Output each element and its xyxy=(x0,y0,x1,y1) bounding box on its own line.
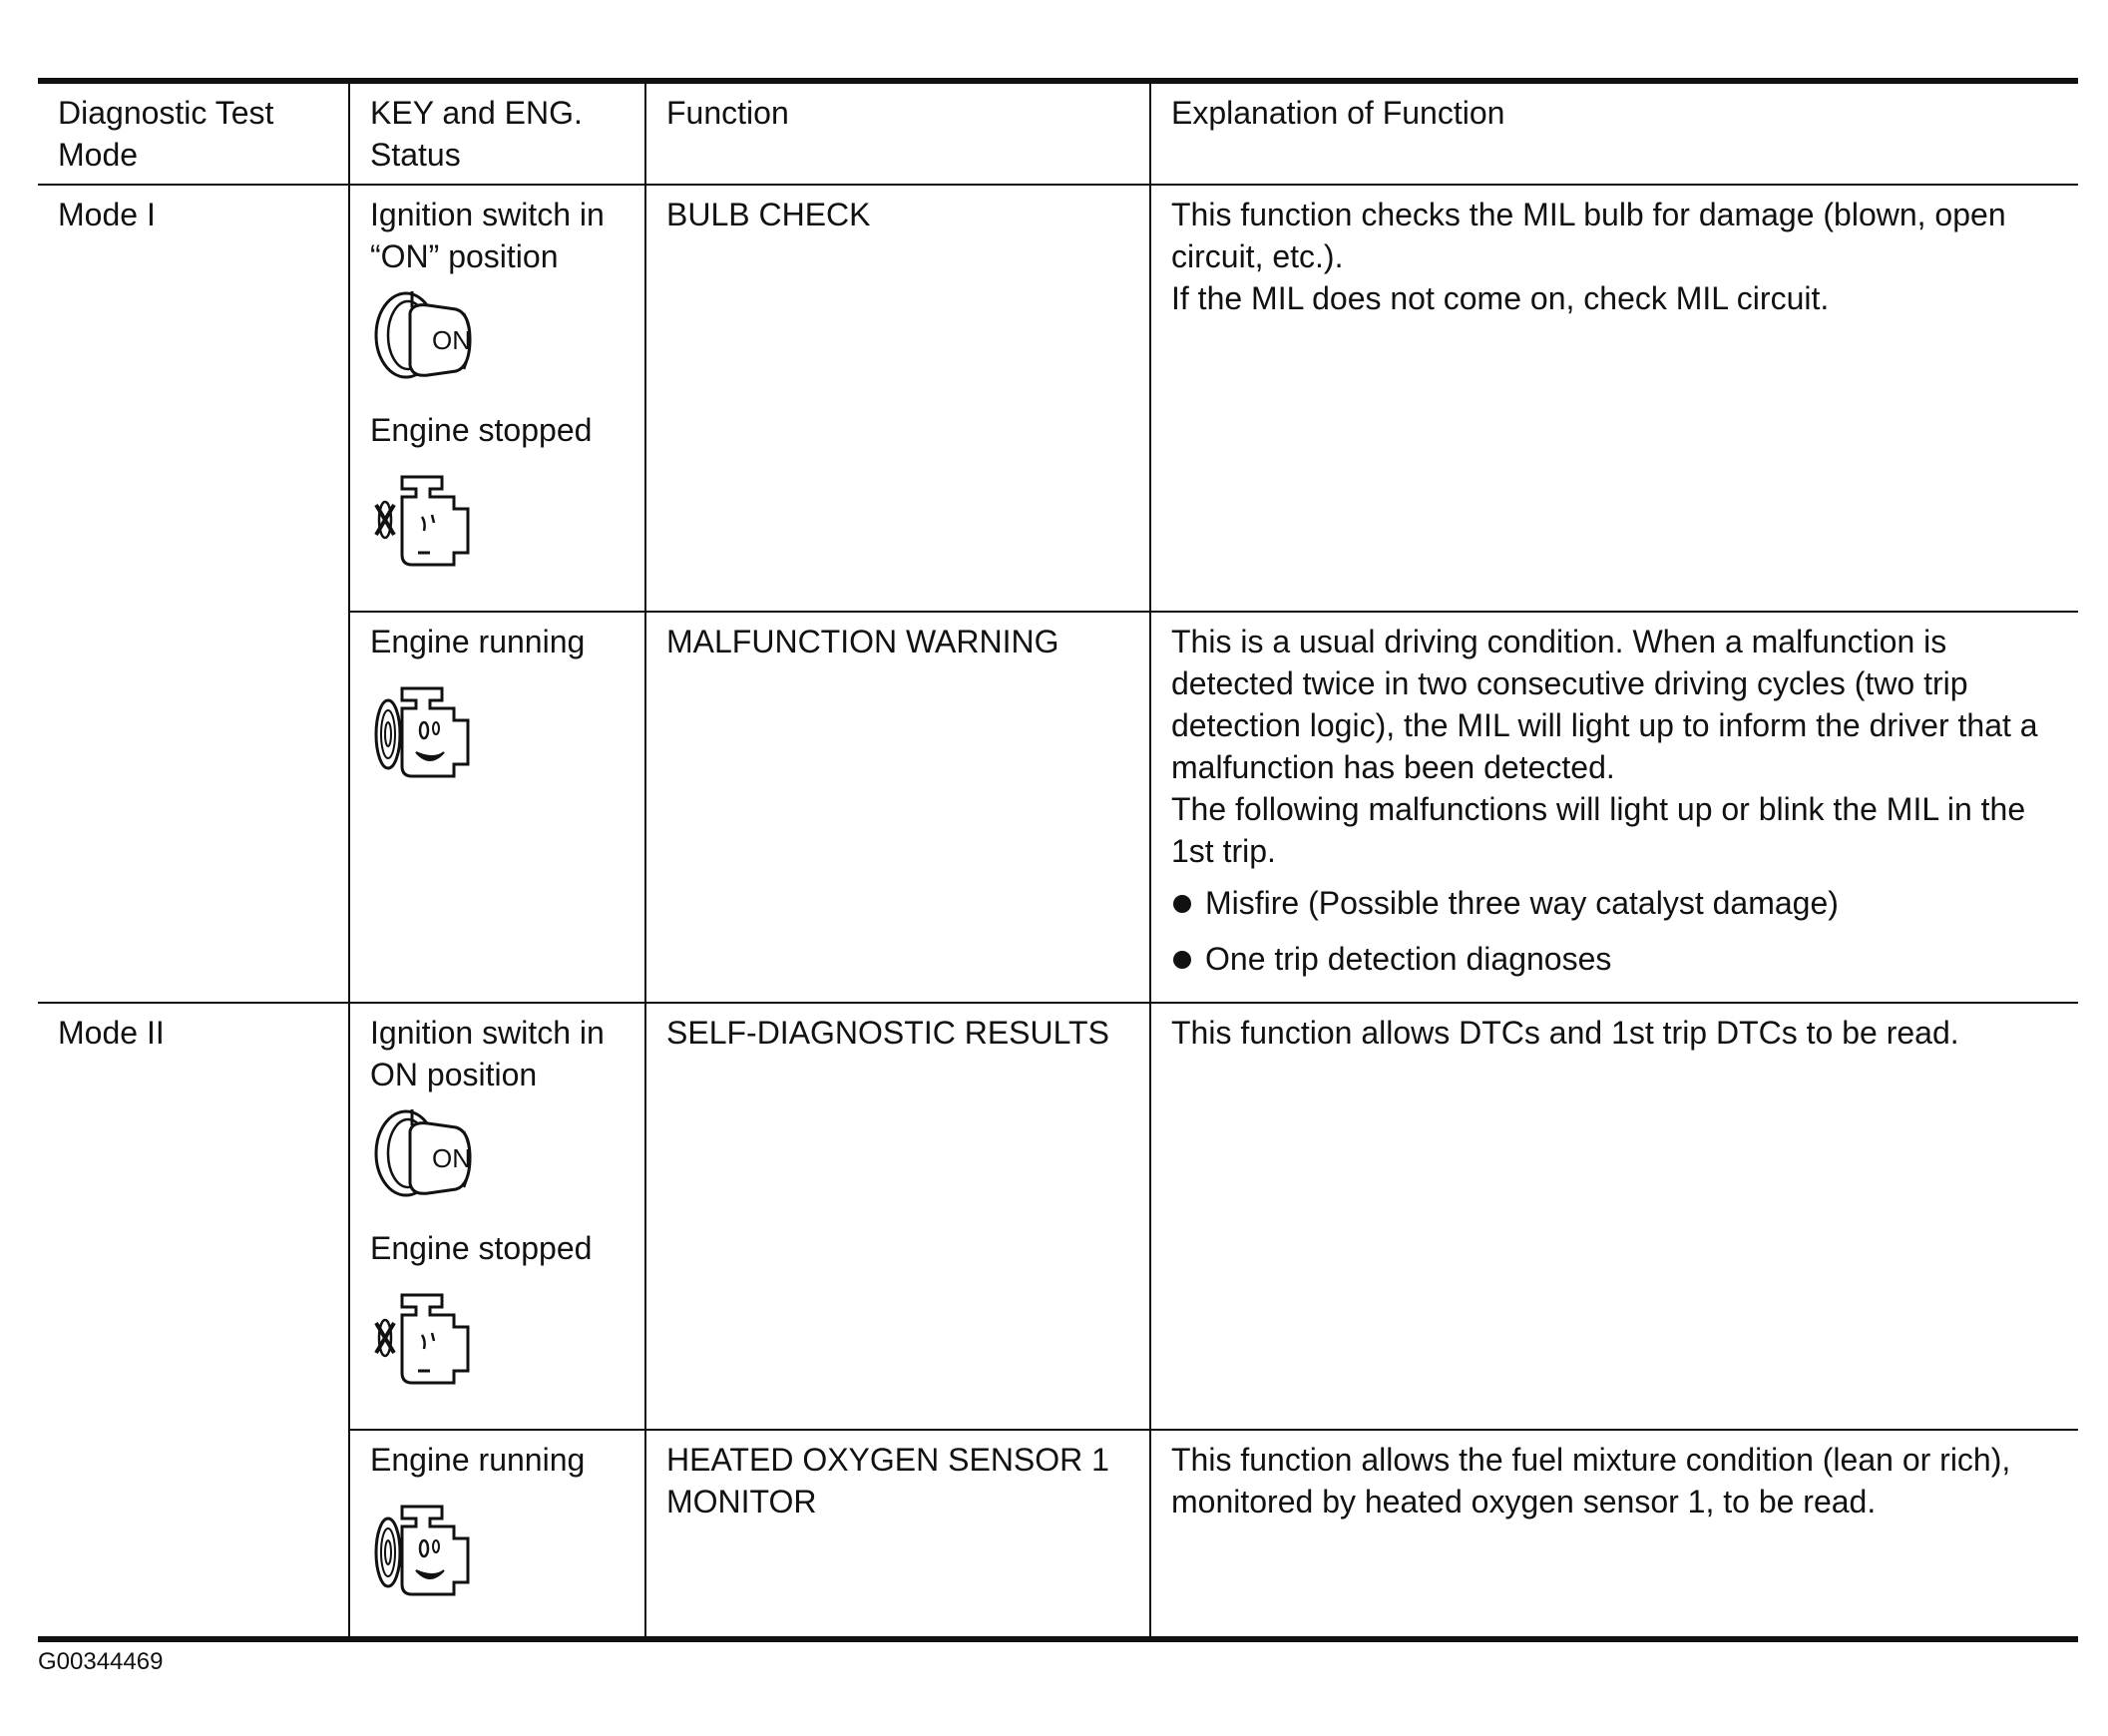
status-cell xyxy=(349,185,645,612)
function-label: HEATED OXYGEN SENSOR 1 MONITOR xyxy=(666,1442,1109,1519)
function-label: BULB CHECK xyxy=(666,197,871,232)
status-text: Engine running xyxy=(370,1442,586,1478)
svg-text:ON: ON xyxy=(432,1143,471,1173)
explanation-text: The following malfunctions will light up or blink the MIL in the 1st trip. xyxy=(1171,791,2026,869)
bullet-icon xyxy=(1173,895,1191,913)
function-cell xyxy=(645,612,1150,1003)
malfunction-list xyxy=(1171,882,2058,980)
explanation-text: If the MIL does not come on, check MIL circuit. xyxy=(1171,280,1830,316)
engine-running-icon xyxy=(372,1487,625,1616)
diagnostic-mode-table xyxy=(38,78,2078,1642)
explanation-text: This function allows the fuel mixture condition (lean or rich), monitored by heated oxygen sensor 1, to be read. xyxy=(1171,1442,2011,1519)
explanation-text: This function checks the MIL bulb for damage (blown, open circuit, etc.). xyxy=(1171,197,2006,274)
mode-label: Mode II xyxy=(58,1015,165,1051)
bullet-icon xyxy=(1173,951,1191,969)
status-text: Ignition switch in ON position xyxy=(370,1015,605,1092)
status-cell xyxy=(349,1430,645,1639)
status-text: Engine running xyxy=(370,624,586,659)
header-explanation: Explanation of Function xyxy=(1150,81,2078,185)
status-text: Ignition switch in “ON” position xyxy=(370,197,605,274)
table-row xyxy=(38,185,2078,612)
explanation-cell xyxy=(1150,612,2078,1003)
explanation-text: This function allows DTCs and 1st trip DTCs to be read. xyxy=(1171,1015,1959,1051)
function-label: MALFUNCTION WARNING xyxy=(666,624,1059,659)
mode-label: Mode I xyxy=(58,197,156,232)
ignition-key-on-icon xyxy=(372,1101,625,1221)
ignition-key-on-icon xyxy=(372,283,625,403)
status-cell xyxy=(349,1003,645,1430)
header-key-eng-status: KEY and ENG. Status xyxy=(349,81,645,185)
figure-id: G00344469 xyxy=(38,1648,164,1675)
header-function: Function xyxy=(645,81,1150,185)
list-item: One trip detection diagnoses xyxy=(1171,938,2058,980)
explanation-cell xyxy=(1150,185,2078,612)
engine-stopped-icon xyxy=(372,457,625,587)
function-cell xyxy=(645,185,1150,612)
table-header-row xyxy=(38,81,2078,185)
list-item: Misfire (Possible three way catalyst damage) xyxy=(1171,882,2058,924)
mode-cell xyxy=(38,1003,349,1639)
function-label: SELF-DIAGNOSTIC RESULTS xyxy=(666,1015,1109,1051)
explanation-cell xyxy=(1150,1430,2078,1639)
function-cell xyxy=(645,1003,1150,1430)
svg-text:ON: ON xyxy=(432,325,471,355)
status-text: Engine stopped xyxy=(370,412,593,448)
diagnostic-mode-table-wrapper xyxy=(38,78,2078,1642)
mode-cell xyxy=(38,185,349,1003)
explanation-text: This is a usual driving condition. When a malfunction is detected twice in two consecutive driving cycles (two trip detection logic), the MIL will light up to inform the driver that a malfunction has been detected. xyxy=(1171,624,2038,785)
table-row xyxy=(38,1003,2078,1430)
status-text: Engine stopped xyxy=(370,1230,593,1266)
explanation-cell xyxy=(1150,1003,2078,1430)
header-mode: Diagnostic Test Mode xyxy=(38,81,349,185)
status-cell xyxy=(349,612,645,1003)
engine-running-icon xyxy=(372,668,625,798)
engine-stopped-icon xyxy=(372,1275,625,1405)
function-cell xyxy=(645,1430,1150,1639)
